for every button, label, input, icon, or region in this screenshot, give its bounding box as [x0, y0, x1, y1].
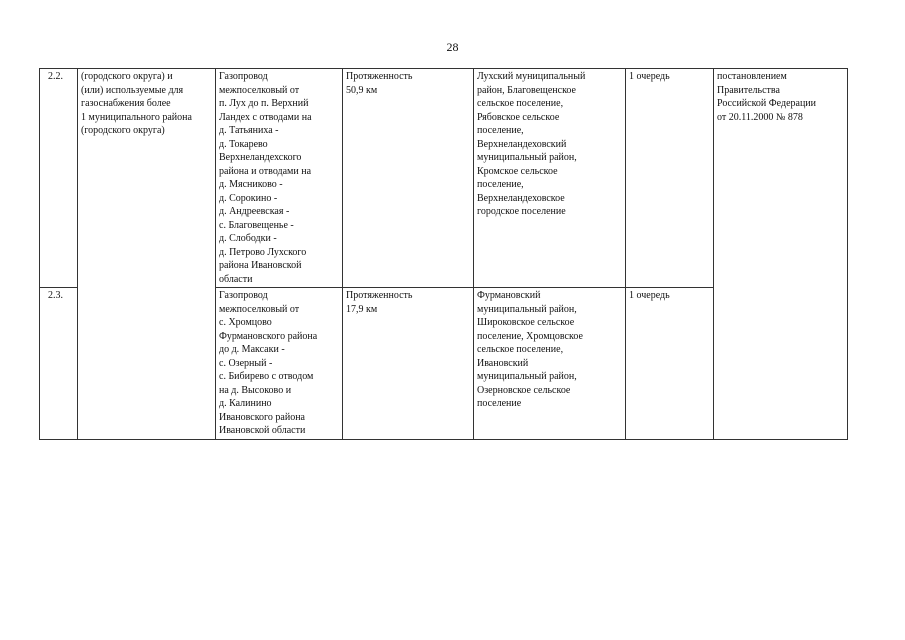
document-table	[39, 68, 848, 440]
location-line: поселение,	[477, 179, 524, 190]
object-line: д. Токарево	[219, 138, 268, 150]
location-line: Широковское сельское	[477, 317, 575, 328]
location-cell	[474, 69, 626, 288]
object-line: д. Мясниково -	[219, 179, 283, 190]
location-line: Озерновское сельское	[477, 384, 571, 396]
object-line: д. Татьяниха -	[219, 125, 279, 136]
object-line: Ивановского района	[219, 411, 305, 423]
location-line: муниципальный район,	[477, 371, 577, 382]
category-line: (городского округа)	[81, 125, 165, 136]
characteristics-cell	[343, 69, 474, 288]
basis-line: от 20.11.2000 № 878	[717, 111, 803, 123]
object-line: Фурмановского района	[219, 330, 318, 342]
characteristics-line: 17,9 км	[346, 303, 378, 315]
basis-cell	[714, 69, 848, 440]
object-line: д. Калинино	[219, 398, 272, 409]
location-line: Верхнеландеховский	[477, 138, 567, 150]
object-line: д. Слободки -	[219, 233, 277, 244]
object-line: с. Благовещенье -	[219, 219, 294, 231]
basis-line: Правительства	[717, 84, 780, 96]
characteristics-line: 50,9 км	[346, 84, 378, 96]
object-line: межпоселковый от	[219, 303, 300, 315]
object-line: межпоселковый от	[219, 84, 300, 96]
location-line: Рябовское сельское	[477, 111, 560, 123]
row-number: 2.2.	[40, 69, 78, 288]
location-line: Лухский муниципальный	[477, 71, 586, 82]
category-line: 1 муниципального района	[81, 111, 192, 123]
location-line: сельское поселение,	[477, 98, 564, 109]
stage-cell: 1 очередь	[626, 69, 714, 288]
location-line: Ивановский	[477, 357, 529, 369]
object-line: Газопровод	[219, 71, 268, 82]
stage-cell: 1 очередь	[626, 288, 714, 440]
location-line: муниципальный район,	[477, 303, 577, 315]
object-line: с. Озерный -	[219, 357, 273, 369]
object-name-cell	[216, 69, 343, 288]
category-line: газоснабжения более	[81, 98, 171, 109]
object-line: района Ивановской	[219, 260, 302, 271]
object-line: с. Хромцово	[219, 317, 272, 328]
object-line: д. Сорокино -	[219, 192, 278, 204]
basis-line: Российской Федерации	[717, 98, 817, 109]
object-line: с. Бибирево с отводом	[219, 371, 314, 382]
location-cell	[474, 288, 626, 440]
location-line: сельское поселение,	[477, 344, 564, 355]
location-line: поселение,	[477, 125, 524, 136]
location-line: район, Благовещенское	[477, 84, 576, 96]
location-line: городское поселение	[477, 206, 566, 217]
object-line: Ивановской области	[219, 425, 306, 436]
object-line: Верхнеландехского	[219, 152, 302, 163]
object-line: д. Андреевская -	[219, 206, 290, 217]
object-name-cell	[216, 288, 343, 440]
object-line: Ландех с отводами на	[219, 111, 312, 123]
location-line: Фурмановский	[477, 290, 541, 301]
location-line: Кромское сельское	[477, 165, 558, 177]
category-line: (или) используемые для	[81, 84, 184, 96]
characteristics-cell	[343, 288, 474, 440]
category-line: (городского округа) и	[81, 71, 173, 82]
characteristics-line: Протяженность	[346, 71, 413, 82]
row-number: 2.3.	[40, 288, 78, 440]
object-line: на д. Высоково и	[219, 384, 292, 396]
object-line: района и отводами на	[219, 165, 312, 177]
characteristics-line: Протяженность	[346, 290, 413, 301]
location-line: Верхнеландеховское	[477, 192, 565, 204]
object-line: области	[219, 273, 253, 285]
object-line: Газопровод	[219, 290, 268, 301]
object-line: д. Петрово Лухского	[219, 246, 307, 258]
page-number: 28	[446, 40, 459, 54]
object-line: до д. Максаки -	[219, 344, 285, 355]
location-line: муниципальный район,	[477, 152, 577, 163]
object-category-cell	[78, 69, 216, 440]
location-line: поселение	[477, 398, 522, 409]
table-row	[40, 69, 848, 288]
object-line: п. Лух до п. Верхний	[219, 98, 309, 109]
basis-line: постановлением	[717, 71, 787, 82]
location-line: поселение, Хромцовское	[477, 330, 583, 342]
